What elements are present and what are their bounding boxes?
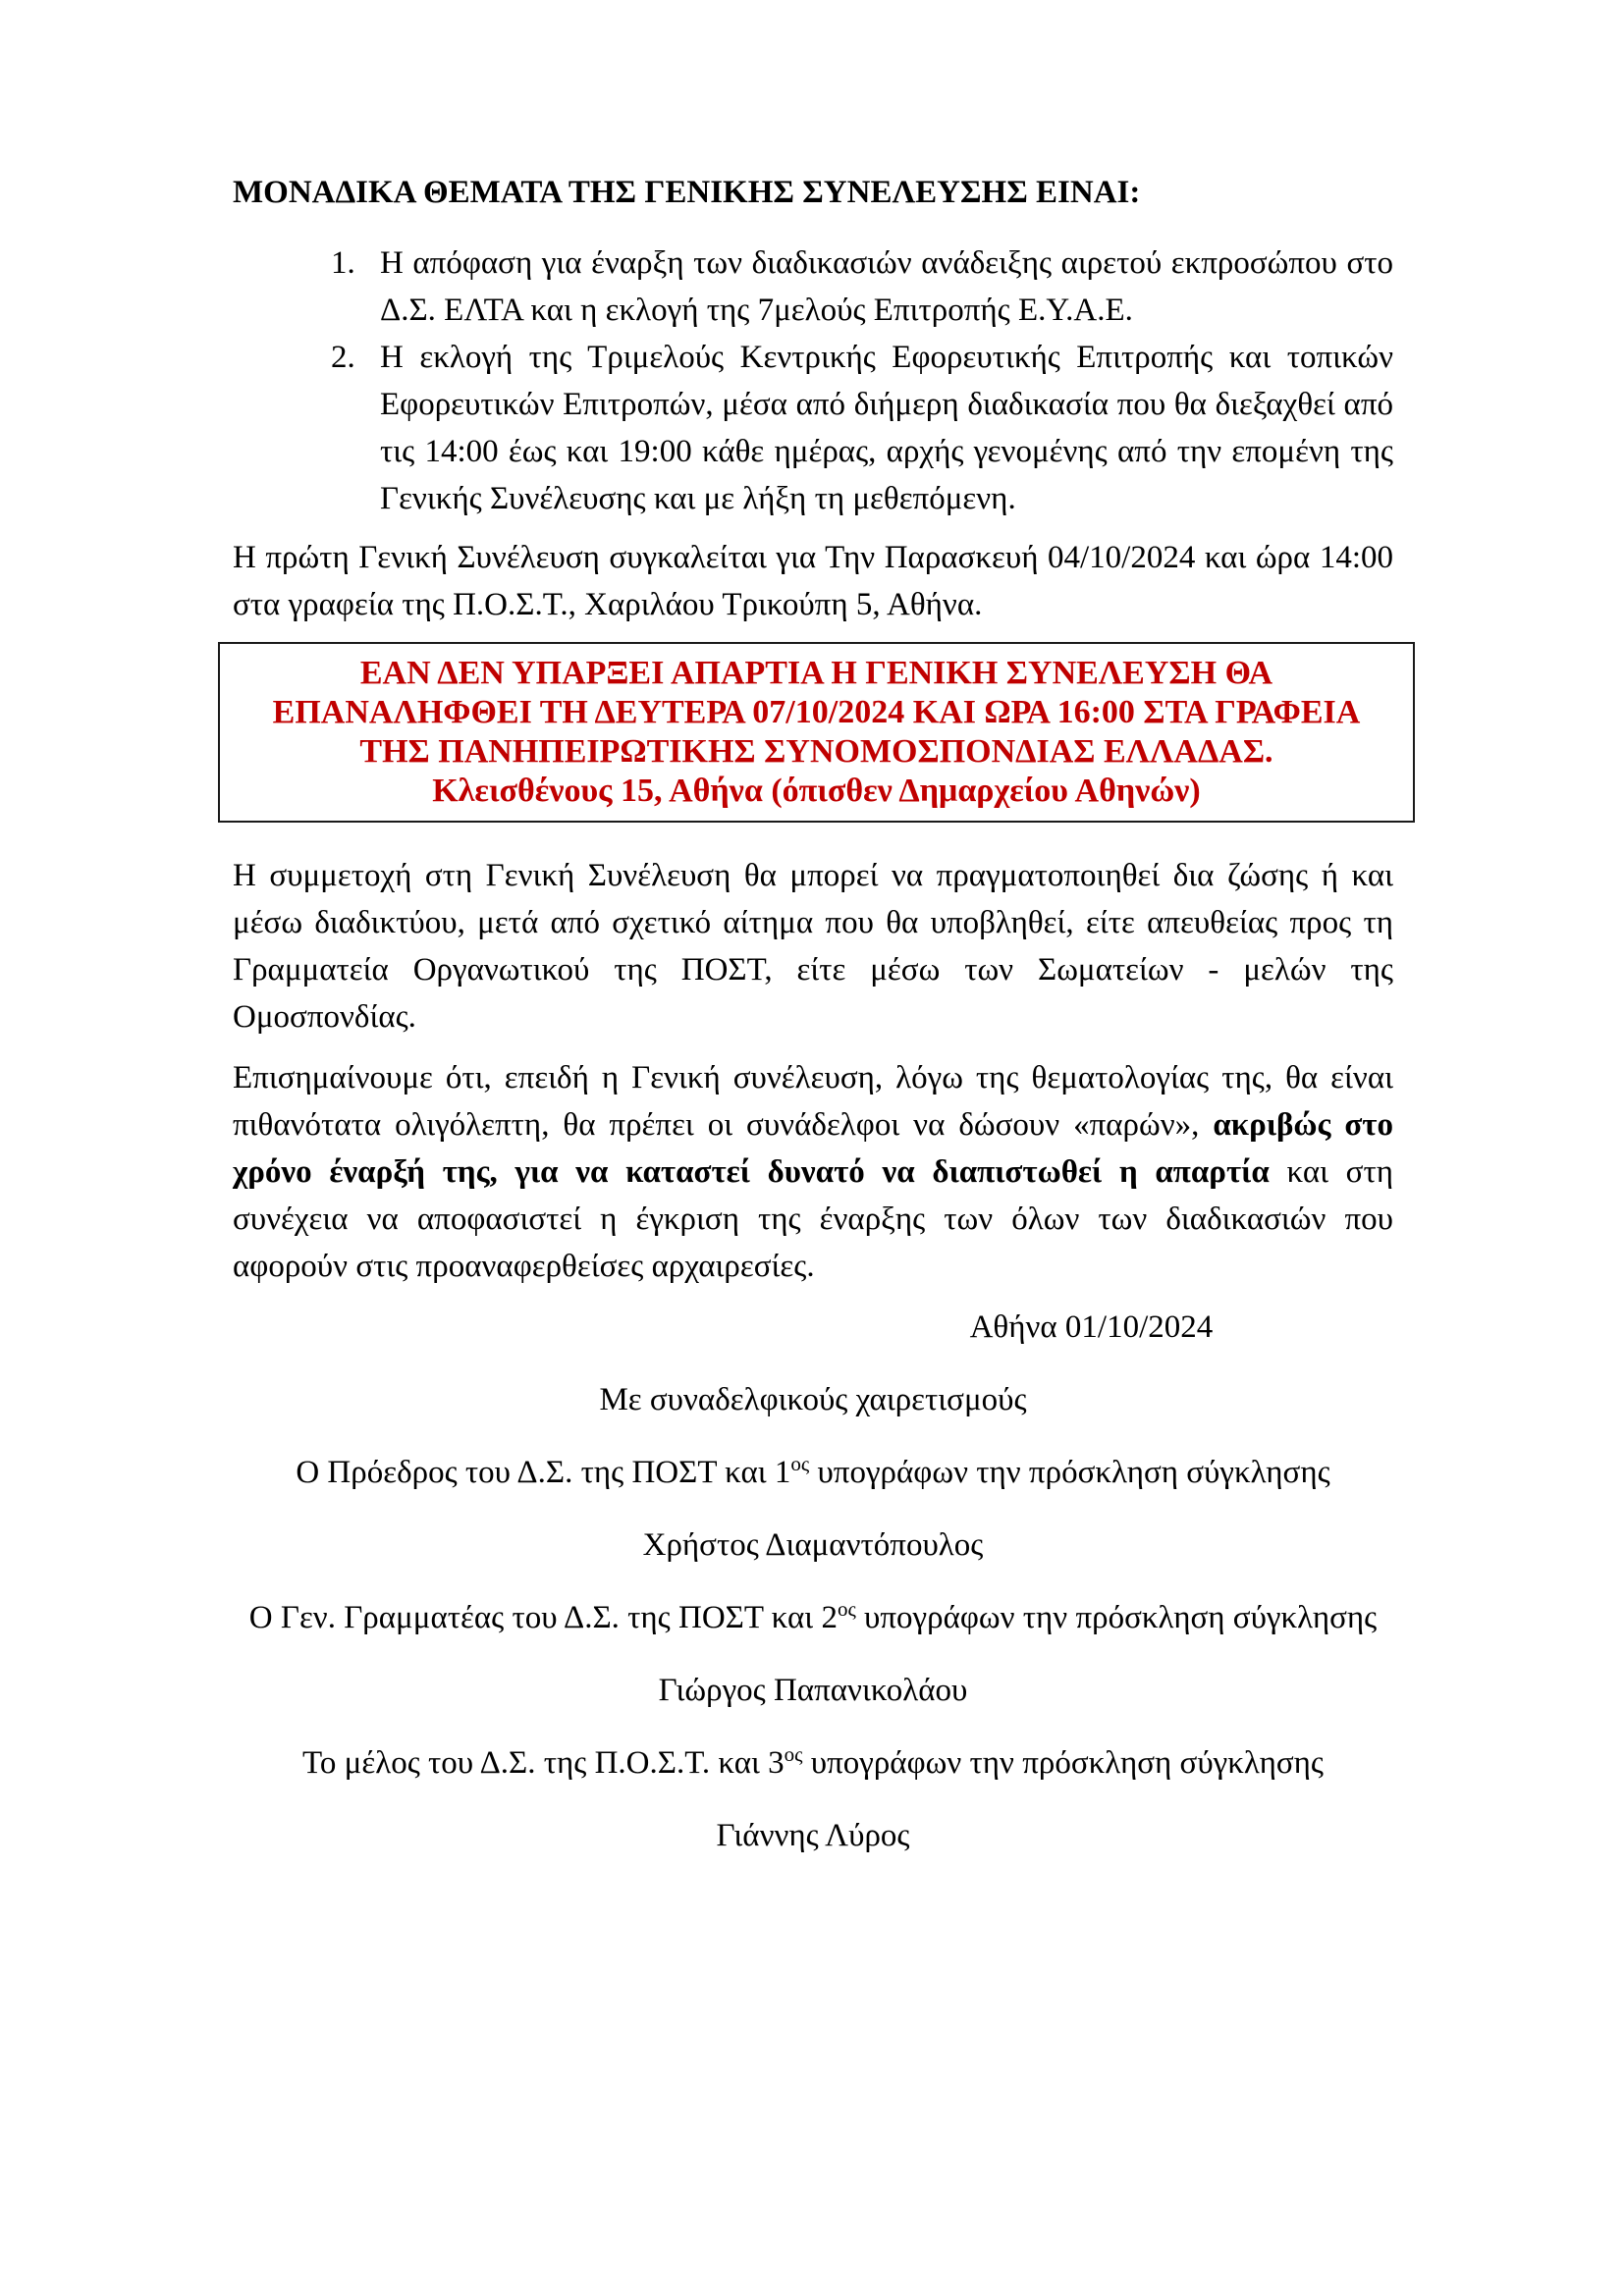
quorum-paragraph <box>233 1054 1393 1290</box>
signatory-2-ordinal-suffix: ος <box>837 1597 856 1621</box>
document-heading: ΜΟΝΑΔΙΚΑ ΘΕΜΑΤΑ ΤΗΣ ΓΕΝΙΚΗΣ ΣΥΝΕΛΕΥΣΗΣ ΕΙΝΑΙ: <box>233 175 1141 210</box>
agenda-list <box>331 240 1393 522</box>
signatory-3-role <box>233 1739 1393 1787</box>
salutation: Με συναδελφικούς χαιρετισμούς <box>599 1382 1027 1417</box>
signatory-3-role-post: υπογράφων την πρόσκληση σύγκλησης <box>802 1745 1324 1781</box>
first-assembly-paragraph: Η πρώτη Γενική Συνέλευση συγκαλείται για Την Παρασκευή 04/10/2024 και ώρα 14:00 στα γραφεία της Π.Ο.Σ.Τ., Χαριλάου Τρικούπη 5, Αθήνα. <box>233 540 1393 622</box>
agenda-item-2-number: 2. <box>331 340 355 375</box>
quorum-paragraph-end: και στη συνέχεια να αποφασιστεί η έγκριση της έναρξης των όλων των διαδικασιών που αφορούν στις προαναφερθείσες αρχαιρεσίες. <box>233 1154 1393 1284</box>
date-line <box>233 1304 1393 1351</box>
signatory-1-ordinal-suffix: ος <box>790 1452 810 1475</box>
signatory-2-name: Γιώργος Παπανικολάου <box>658 1673 968 1708</box>
signatory-2-role <box>233 1594 1393 1641</box>
signatory-3-role-pre: Το μέλος του Δ.Σ. της Π.Ο.Σ.Τ. και 3 <box>302 1745 785 1781</box>
signatory-1-role-post: υπογράφων την πρόσκληση σύγκλησης <box>809 1455 1330 1490</box>
notice-line-2: ΕΠΑΝΑΛΗΦΘΕΙ ΤΗ ΔΕΥΤΕΡΑ 07/10/2024 ΚΑΙ ΩΡΑ 16:00 ΣΤΑ ΓΡΑΦΕΙΑ <box>272 694 1361 730</box>
quorum-paragraph-start: Επισημαίνουμε ότι, επειδή η Γενική συνέλευση, λόγω της θεματολογίας της, θα είναι πιθανότατα ολιγόλεπτη, θα πρέπει οι συνάδελφοι να δώσουν «παρών», <box>233 1060 1393 1143</box>
agenda-item-2-text: Η εκλογή της Τριμελούς Κεντρικής Εφορευτικής Επιτροπής και τοπικών Εφορευτικών Επιτροπών, μέσα από διήμερη διαδικασία που θα διεξαχθεί από τις 14:00 έως και 19:00 κάθε ημέρας, αρχής γενομένης από την επομένη της Γενικής Συνέλευσης και με λήξη τη μεθεπόμενη. <box>380 340 1393 516</box>
signatory-3-name: Γιάννης Λύρος <box>716 1818 910 1853</box>
agenda-item-1-text: Η απόφαση για έναρξη των διαδικασιών ανάδειξης αιρετού εκπροσώπου στο Δ.Σ. ΕΛΤΑ και η εκλογή της 7μελούς Επιτροπής Ε.Υ.Α.Ε. <box>380 245 1393 328</box>
signatory-1-name: Χρήστος Διαμαντόπουλος <box>642 1527 984 1563</box>
quorum-notice-box <box>218 642 1415 823</box>
date-text: Αθήνα 01/10/2024 <box>969 1309 1214 1345</box>
notice-line-4: Κλεισθένους 15, Αθήνα (όπισθεν Δημαρχείου Αθηνών) <box>432 773 1201 809</box>
agenda-item-2 <box>331 334 1393 522</box>
notice-line-1: ΕΑΝ ΔΕΝ ΥΠΑΡΞΕΙ ΑΠΑΡΤΙΑ Η ΓΕΝΙΚΗ ΣΥΝΕΛΕΥΣΗ ΘΑ <box>359 655 1273 691</box>
signatory-2-role-post: υπογράφων την πρόσκληση σύγκλησης <box>855 1600 1378 1635</box>
signatory-2-role-pre: Ο Γεν. Γραμματέας του Δ.Σ. της ΠΟΣΤ και 2 <box>248 1600 838 1635</box>
signatory-3-ordinal-suffix: ος <box>784 1742 803 1766</box>
quorum-paragraph-bold: ακριβώς στο χρόνο έναρξή της, για να καταστεί δυνατό να διαπιστωθεί η απαρτία <box>233 1107 1393 1190</box>
agenda-item-1 <box>331 240 1393 334</box>
signatory-1-role <box>233 1449 1393 1496</box>
participation-paragraph: Η συμμετοχή στη Γενική Συνέλευση θα μπορεί να πραγματοποιηθεί δια ζώσης ή και μέσω διαδικτύου, μετά από σχετικό αίτημα που θα υποβληθεί, είτε απευθείας προς τη Γραμματεία Οργανωτικού της ΠΟΣΤ, είτε μέσω των Σωματείων - μελών της Ομοσπονδίας. <box>233 858 1393 1035</box>
signatory-1-role-pre: Ο Πρόεδρος του Δ.Σ. της ΠΟΣΤ και 1 <box>296 1455 791 1490</box>
notice-line-3: ΤΗΣ ΠΑΝΗΠΕΙΡΩΤΙΚΗΣ ΣΥΝΟΜΟΣΠΟΝΔΙΑΣ ΕΛΛΑΔΑΣ. <box>359 733 1273 770</box>
agenda-item-1-number: 1. <box>331 245 355 281</box>
